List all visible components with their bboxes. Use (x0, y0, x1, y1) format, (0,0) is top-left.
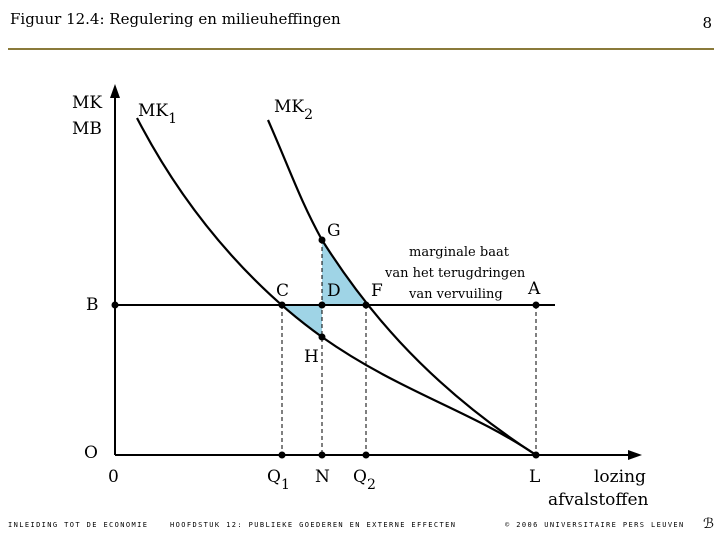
label-l: L (529, 467, 541, 487)
point-h (319, 334, 326, 341)
point-f (363, 302, 370, 309)
label-d: D (327, 281, 341, 301)
annotation-line-1: marginale baat (409, 245, 509, 260)
annotation-line-3: van vervuiling (409, 287, 503, 302)
point-c (279, 302, 286, 309)
point-n (319, 452, 326, 459)
label-f: F (371, 281, 383, 301)
point-g (319, 237, 326, 244)
y-axis-label-mk: MK (72, 93, 103, 113)
label-o: O (84, 443, 98, 463)
figure-title: Figuur 12.4: Regulering en milieuheffingen (10, 10, 341, 28)
footer-chapter: HOOFDSTUK 12: PUBLIEKE GOEDEREN EN EXTERNE EFFECTEN (170, 521, 457, 529)
annotation-line-2: van het terugdringen (385, 266, 526, 281)
y-axis-arrow (110, 84, 120, 98)
point-b (112, 302, 119, 309)
label-q1: $Q_1$ (267, 467, 290, 493)
x-axis-label-lozing: lozing (594, 467, 646, 487)
page-number: 8 (702, 14, 712, 32)
point-a (533, 302, 540, 309)
x-axis-label-afvalstoffen: afvalstoffen (548, 490, 649, 510)
publisher-logo: ℬ (703, 516, 715, 532)
label-h: H (304, 347, 319, 367)
label-b: B (86, 295, 99, 315)
x-axis-arrow (628, 450, 642, 460)
label-a: A (528, 279, 541, 299)
label-n: N (315, 467, 330, 487)
label-c: C (276, 281, 290, 301)
label-q2: $Q_2$ (353, 467, 376, 493)
point-d (319, 302, 326, 309)
footer-course: INLEIDING TOT DE ECONOMIE (8, 521, 149, 529)
point-q2 (363, 452, 370, 459)
label-g: G (327, 221, 341, 241)
point-q1 (279, 452, 286, 459)
y-axis-label-mb: MB (72, 119, 102, 139)
point-l (533, 452, 540, 459)
label-zero: 0 (108, 467, 119, 487)
footer-copyright: © 2006 UNIVERSITAIRE PERS LEUVEN (505, 521, 685, 529)
mk2-label: $MK_2$ (274, 97, 314, 123)
mk1-label: $MK_1$ (138, 101, 178, 127)
